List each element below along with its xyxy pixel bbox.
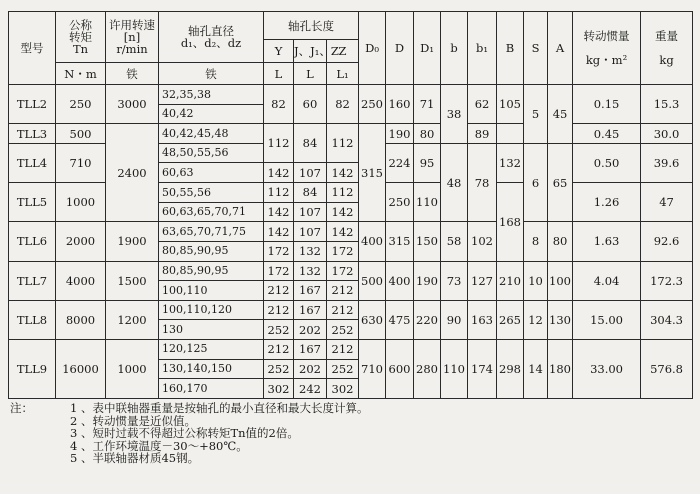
len-j-cell: 202 — [294, 320, 327, 340]
model-cell: TLL8 — [9, 300, 56, 339]
b-cell: 58 — [441, 222, 468, 261]
d0-cell: 315 — [359, 124, 386, 222]
note-line — [10, 402, 690, 415]
big-b-cell — [497, 124, 524, 144]
speed-cell: 1200 — [106, 300, 159, 339]
note-line — [10, 427, 690, 440]
header-len-y: Y — [264, 40, 294, 63]
len-y-cell: 142 — [264, 163, 294, 183]
b-cell: 90 — [441, 300, 468, 339]
header-weight: 重量 kg — [641, 12, 693, 85]
s-cell: 14 — [524, 339, 548, 398]
model-cell: TLL3 — [9, 124, 56, 144]
torque-cell: 4000 — [56, 261, 106, 300]
b-cell: 38 — [441, 85, 468, 144]
header-bore-material: 铁 — [159, 63, 264, 85]
d0-cell: 500 — [359, 261, 386, 300]
bore-cell: 100,110,120 — [159, 300, 264, 320]
b1-cell: 163 — [468, 300, 497, 339]
len-l1-cell: 142 — [327, 222, 359, 242]
inertia-cell: 15.00 — [573, 300, 641, 339]
len-j-cell: 167 — [294, 339, 327, 359]
header-big-b: B — [497, 12, 524, 85]
len-y-cell: 112 — [264, 124, 294, 163]
a-cell: 80 — [548, 222, 573, 261]
torque-cell: 8000 — [56, 300, 106, 339]
s-cell: 12 — [524, 300, 548, 339]
header-model: 型号 — [9, 12, 56, 85]
len-l1-cell: 82 — [327, 85, 359, 124]
header-b: b — [441, 12, 468, 85]
big-b-cell: 265 — [497, 300, 524, 339]
b1-cell: 102 — [468, 222, 497, 261]
note-text: 4 、工作环境温度－30～+80℃。 — [70, 438, 248, 453]
bore-cell: 100,110 — [159, 281, 264, 301]
coupling-spec-table — [8, 11, 693, 399]
speed-cell: 1000 — [106, 339, 159, 398]
len-l1-cell: 302 — [327, 379, 359, 399]
b1-cell: 89 — [468, 124, 497, 144]
header-speed-material: 铁 — [106, 63, 159, 85]
b1-cell: 62 — [468, 85, 497, 124]
d-cell: 190 — [386, 124, 414, 144]
len-j-cell: 84 — [294, 183, 327, 203]
d0-cell: 250 — [359, 85, 386, 124]
a-cell: 180 — [548, 339, 573, 398]
weight-cell: 15.3 — [641, 85, 693, 124]
b1-cell: 174 — [468, 339, 497, 398]
header-len-j: J、J₁、Z — [294, 40, 327, 63]
len-l1-cell: 172 — [327, 261, 359, 281]
len-l1-cell: 112 — [327, 124, 359, 163]
note-line — [10, 452, 690, 465]
weight-cell: 47 — [641, 183, 693, 222]
len-y-cell: 112 — [264, 183, 294, 203]
len-j-cell: 202 — [294, 359, 327, 379]
speed-cell: 1500 — [106, 261, 159, 300]
b1-cell: 78 — [468, 143, 497, 221]
bore-cell: 40,42,45,48 — [159, 124, 264, 144]
header-len-l2: L — [294, 63, 327, 85]
len-y-cell: 212 — [264, 300, 294, 320]
big-b-cell: 298 — [497, 339, 524, 398]
speed-cell: 3000 — [106, 85, 159, 124]
b-cell: 48 — [441, 143, 468, 221]
d-cell: 160 — [386, 85, 414, 124]
len-j-cell: 167 — [294, 281, 327, 301]
d1-cell: 280 — [414, 339, 441, 398]
len-j-cell: 167 — [294, 300, 327, 320]
notes-label: 注： — [10, 401, 33, 415]
len-l1-cell: 252 — [327, 320, 359, 340]
bore-cell: 60,63 — [159, 163, 264, 183]
bore-cell: 130,140,150 — [159, 359, 264, 379]
d0-cell: 710 — [359, 339, 386, 398]
inertia-cell: 33.00 — [573, 339, 641, 398]
len-l1-cell: 212 — [327, 339, 359, 359]
len-l1-cell: 172 — [327, 241, 359, 261]
header-s: S — [524, 12, 548, 85]
torque-cell: 710 — [56, 143, 106, 182]
b-cell: 73 — [441, 261, 468, 300]
bore-cell: 130 — [159, 320, 264, 340]
len-l1-cell: 142 — [327, 202, 359, 222]
d1-cell: 95 — [414, 143, 441, 182]
torque-cell: 250 — [56, 85, 106, 124]
header-inertia: 转动惯量 kg・m² — [573, 12, 641, 85]
len-y-cell: 212 — [264, 339, 294, 359]
len-j-cell: 107 — [294, 202, 327, 222]
torque-cell: 500 — [56, 124, 106, 144]
len-j-cell: 242 — [294, 379, 327, 399]
header-torque-unit: N・m — [56, 63, 106, 85]
speed-cell: 2400 — [106, 124, 159, 222]
bore-cell: 80,85,90,95 — [159, 241, 264, 261]
model-cell: TLL7 — [9, 261, 56, 300]
d-cell: 400 — [386, 261, 414, 300]
header-len-l1: L₁ — [327, 63, 359, 85]
b-cell: 110 — [441, 339, 468, 398]
note-text: 5 、半联轴器材质45钢。 — [70, 451, 200, 465]
weight-cell: 304.3 — [641, 300, 693, 339]
d0-cell: 400 — [359, 222, 386, 261]
bore-cell: 120,125 — [159, 339, 264, 359]
bore-cell: 50,55,56 — [159, 183, 264, 203]
len-y-cell: 212 — [264, 281, 294, 301]
speed-cell: 1900 — [106, 222, 159, 261]
big-b-cell: 132 — [497, 143, 524, 182]
len-y-cell: 142 — [264, 202, 294, 222]
weight-cell: 30.0 — [641, 124, 693, 144]
weight-cell: 92.6 — [641, 222, 693, 261]
header-a: A — [548, 12, 573, 85]
len-j-cell: 132 — [294, 261, 327, 281]
bore-cell: 160,170 — [159, 379, 264, 399]
header-b1: b₁ — [468, 12, 497, 85]
len-l1-cell: 252 — [327, 359, 359, 379]
weight-cell: 576.8 — [641, 339, 693, 398]
d1-cell: 150 — [414, 222, 441, 261]
big-b-cell: 105 — [497, 85, 524, 124]
b1-cell: 127 — [468, 261, 497, 300]
len-y-cell: 252 — [264, 320, 294, 340]
model-cell: TLL2 — [9, 85, 56, 124]
model-cell: TLL5 — [9, 183, 56, 222]
header-len-l: L — [264, 63, 294, 85]
note-text: 2 、转动惯量是近似值。 — [70, 413, 196, 428]
header-d1: D₁ — [414, 12, 441, 85]
s-cell: 6 — [524, 143, 548, 221]
header-d: D — [386, 12, 414, 85]
note-text: 1 、表中联轴器重量是按轴孔的最小直径和最大长度计算。 — [70, 401, 369, 415]
weight-cell: 172.3 — [641, 261, 693, 300]
weight-cell: 39.6 — [641, 143, 693, 182]
model-cell: TLL9 — [9, 339, 56, 398]
model-cell: TLL4 — [9, 143, 56, 182]
inertia-cell: 1.63 — [573, 222, 641, 261]
d-cell: 600 — [386, 339, 414, 398]
torque-cell: 16000 — [56, 339, 106, 398]
a-cell: 100 — [548, 261, 573, 300]
header-d0: D₀ — [359, 12, 386, 85]
len-j-cell: 107 — [294, 222, 327, 242]
a-cell: 130 — [548, 300, 573, 339]
len-j-cell: 84 — [294, 124, 327, 163]
inertia-cell: 0.15 — [573, 85, 641, 124]
big-b-cell: 168 — [497, 183, 524, 261]
len-y-cell: 252 — [264, 359, 294, 379]
model-cell: TLL6 — [9, 222, 56, 261]
bore-cell: 60,63,65,70,71 — [159, 202, 264, 222]
d1-cell: 220 — [414, 300, 441, 339]
torque-cell: 2000 — [56, 222, 106, 261]
len-y-cell: 82 — [264, 85, 294, 124]
d1-cell: 190 — [414, 261, 441, 300]
d-cell: 224 — [386, 143, 414, 182]
s-cell: 5 — [524, 85, 548, 144]
d0-cell: 630 — [359, 300, 386, 339]
len-y-cell: 172 — [264, 241, 294, 261]
d-cell: 315 — [386, 222, 414, 261]
inertia-cell: 0.50 — [573, 143, 641, 182]
bore-cell: 40,42 — [159, 104, 264, 124]
len-y-cell: 302 — [264, 379, 294, 399]
s-cell: 8 — [524, 222, 548, 261]
len-j-cell: 107 — [294, 163, 327, 183]
header-len-z: Z — [327, 40, 359, 63]
inertia-cell: 4.04 — [573, 261, 641, 300]
d1-cell: 80 — [414, 124, 441, 144]
a-cell: 65 — [548, 143, 573, 221]
s-cell: 10 — [524, 261, 548, 300]
bore-cell: 48,50,55,56 — [159, 143, 264, 163]
torque-cell: 1000 — [56, 183, 106, 222]
header-bore: 轴孔直径 d₁、d₂、dz — [159, 12, 264, 63]
big-b-cell: 210 — [497, 261, 524, 300]
header-torque: 公称 转矩 Tn — [56, 12, 106, 63]
len-y-cell: 142 — [264, 222, 294, 242]
len-l1-cell: 212 — [327, 281, 359, 301]
len-l1-cell: 112 — [327, 183, 359, 203]
d-cell: 250 — [386, 183, 414, 222]
header-length-group: 轴孔长度 — [264, 12, 359, 40]
d-cell: 475 — [386, 300, 414, 339]
notes-block — [10, 402, 690, 465]
len-l1-cell: 142 — [327, 163, 359, 183]
bore-cell: 32,35,38 — [159, 85, 264, 105]
note-text: 3 、短时过载不得超过公称转矩Tn值的2倍。 — [70, 426, 299, 440]
bore-cell: 63,65,70,71,75 — [159, 222, 264, 242]
len-j-cell: 132 — [294, 241, 327, 261]
a-cell: 45 — [548, 85, 573, 144]
len-j-cell: 60 — [294, 85, 327, 124]
bore-cell: 80,85,90,95 — [159, 261, 264, 281]
len-l1-cell: 212 — [327, 300, 359, 320]
d1-cell: 110 — [414, 183, 441, 222]
header-speed: 许用转速 [n] r/min — [106, 12, 159, 63]
inertia-cell: 1.26 — [573, 183, 641, 222]
d1-cell: 71 — [414, 85, 441, 124]
inertia-cell: 0.45 — [573, 124, 641, 144]
len-y-cell: 172 — [264, 261, 294, 281]
